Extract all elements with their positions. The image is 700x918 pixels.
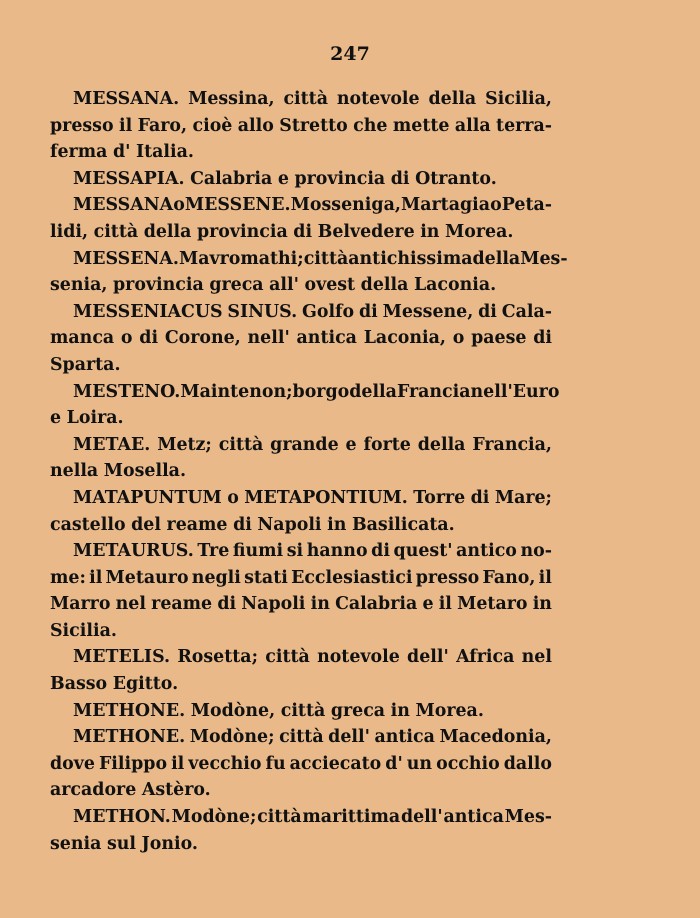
word: Macedonia,	[439, 727, 552, 748]
word: Messene,	[382, 301, 474, 322]
word: Messina,	[188, 89, 275, 109]
word: di	[293, 221, 313, 242]
word: Napoli	[257, 514, 322, 535]
word: fiumi	[232, 541, 284, 562]
text-line	[50, 565, 552, 592]
word: nella	[50, 461, 99, 482]
word: quest'	[393, 541, 453, 562]
word: mette	[392, 115, 450, 136]
word: alla	[454, 115, 491, 136]
text-line	[50, 804, 552, 831]
word: in	[310, 594, 330, 615]
word: greca	[330, 700, 386, 721]
word: Mosseniga,	[290, 195, 401, 216]
word: Loira.	[66, 408, 124, 429]
word: MESSENA.	[73, 248, 179, 269]
word: METAE.	[73, 434, 151, 455]
word: Marro	[50, 594, 111, 615]
word: manca	[50, 328, 115, 349]
word: Modòne;	[189, 727, 275, 748]
word: Morea.	[415, 700, 484, 721]
text-line	[50, 352, 552, 379]
word: Ecclesiastici	[291, 567, 413, 588]
word: MESSANA.	[73, 89, 180, 109]
word: notevole	[317, 647, 400, 668]
word: METHONE.	[73, 700, 186, 721]
text-line	[50, 458, 552, 485]
word: e	[50, 408, 62, 429]
text-line	[50, 512, 552, 539]
word: o	[120, 328, 133, 349]
word: Basso	[50, 674, 108, 695]
word: Modòne;	[171, 807, 257, 828]
word: marittima	[302, 807, 401, 828]
text-line	[50, 139, 552, 166]
word: provincia	[113, 275, 204, 296]
word: Maintenon;	[180, 381, 293, 402]
word: notevole	[336, 89, 420, 109]
word: nell'	[470, 381, 513, 402]
word: antico	[456, 541, 517, 562]
word: Astèro.	[141, 780, 211, 801]
word: Jonio.	[141, 833, 198, 854]
word: Francia,	[472, 434, 552, 455]
page-number: 247	[330, 43, 370, 65]
word: ovest	[304, 275, 356, 296]
word: della	[349, 381, 397, 402]
word: o	[173, 195, 185, 216]
word: della	[472, 248, 521, 269]
word: o	[490, 195, 502, 216]
word: Tre	[197, 541, 230, 562]
word: città	[265, 647, 310, 668]
word: borgo	[292, 381, 350, 402]
text-line	[50, 485, 552, 512]
word: Metaro	[457, 594, 528, 615]
word: METAURUS.	[73, 541, 194, 562]
word: no-	[520, 541, 552, 562]
word: Mes-	[520, 248, 568, 269]
word: Fano,	[482, 567, 536, 588]
word: Metauro	[105, 567, 189, 588]
word: allo	[237, 115, 274, 136]
word: dallo	[503, 753, 552, 774]
word: Euro	[512, 381, 560, 402]
word: terra-	[496, 115, 552, 136]
word: antica	[443, 807, 504, 828]
text-line	[50, 379, 560, 406]
word: d'	[385, 753, 403, 774]
word: antica	[296, 328, 357, 349]
word: città	[280, 700, 326, 721]
word: il	[438, 594, 452, 615]
word: di	[478, 301, 497, 322]
word: Sicilia.	[50, 620, 117, 641]
word: Mavromathi;	[178, 248, 304, 269]
word: Calabria	[190, 168, 273, 189]
word: nel	[521, 647, 552, 668]
word: me:	[50, 567, 86, 588]
word: paese	[471, 328, 527, 349]
word: il	[171, 753, 185, 774]
word: nell'	[247, 328, 290, 349]
word: in	[390, 700, 410, 721]
text-line	[50, 618, 552, 645]
word: e	[345, 434, 357, 455]
word: di	[139, 328, 159, 349]
word: che	[353, 115, 388, 136]
word: forte	[363, 434, 411, 455]
word: Laconia,	[363, 328, 446, 349]
text-line	[50, 405, 552, 432]
word: reame	[151, 594, 213, 615]
word: Cala-	[501, 301, 552, 322]
word: METAPONTIUM.	[244, 487, 408, 508]
word: sul	[106, 833, 136, 854]
text-line	[50, 644, 552, 671]
word: in	[532, 594, 552, 615]
text-line	[50, 831, 552, 858]
word: Otranto.	[415, 168, 497, 189]
word: hanno	[306, 541, 368, 562]
word: Modòne,	[190, 700, 276, 721]
word: arcadore	[50, 780, 137, 801]
text-line	[50, 432, 552, 459]
word: Torre	[413, 487, 466, 508]
word: Egitto.	[112, 674, 179, 695]
word: e	[422, 594, 434, 615]
word: acciecato	[289, 753, 382, 774]
word: Morea.	[445, 221, 514, 242]
text-line	[50, 325, 552, 352]
word: MATAPUNTUM	[73, 487, 222, 508]
word: fu	[265, 753, 286, 774]
text-line	[50, 299, 552, 326]
text-line	[50, 246, 568, 273]
text-line	[50, 698, 552, 725]
word: all'	[269, 275, 299, 296]
word: ferma	[50, 142, 108, 163]
word: città	[257, 807, 302, 828]
word: di	[371, 541, 390, 562]
word: Metz;	[157, 434, 212, 455]
word: di	[533, 328, 552, 349]
word: il	[538, 567, 552, 588]
word: castello	[50, 514, 126, 535]
word: Belvedere	[317, 221, 415, 242]
word: dove	[50, 753, 95, 774]
word: MESSAPIA.	[73, 168, 185, 189]
word: grande	[270, 434, 339, 455]
text-line	[50, 777, 552, 804]
word: reame	[166, 514, 228, 535]
word: presso	[50, 115, 114, 136]
word: e	[277, 168, 289, 189]
word: si	[286, 541, 304, 562]
word: Italia.	[136, 142, 194, 163]
word: in	[420, 221, 440, 242]
word: Mes-	[504, 807, 552, 828]
word: Sicilia,	[485, 89, 552, 109]
text-line	[50, 166, 552, 193]
word: MESSENIACUS	[73, 301, 223, 322]
word: nel	[115, 594, 146, 615]
word: dell'	[328, 727, 370, 748]
word: SINUS.	[227, 301, 298, 322]
word: vecchio	[188, 753, 262, 774]
word: Peta-	[501, 195, 552, 216]
text-line	[50, 751, 552, 778]
word: del	[131, 514, 161, 535]
word: cioè	[192, 115, 233, 136]
text-line	[50, 86, 552, 113]
word: MESSENE.	[184, 195, 291, 216]
word: METHON.	[73, 807, 171, 828]
word: Golfo	[302, 301, 355, 322]
word: senia,	[50, 275, 108, 296]
word: Filippo	[98, 753, 168, 774]
word: provincia	[196, 221, 288, 242]
text-line	[50, 538, 552, 565]
word: Martagia	[400, 195, 491, 216]
word: Laconia.	[413, 275, 497, 296]
text-line	[50, 219, 552, 246]
word: Mosella.	[103, 461, 187, 482]
word: Corone,	[164, 328, 241, 349]
word: di	[217, 594, 237, 615]
word: un	[406, 753, 433, 774]
word: di	[358, 301, 378, 322]
word: di	[470, 487, 490, 508]
word: MESTENO.	[73, 381, 181, 402]
word: città	[93, 221, 139, 242]
word: della	[143, 221, 192, 242]
word: Stretto	[279, 115, 348, 136]
word: il	[89, 567, 103, 588]
word: il	[118, 115, 133, 136]
word: o	[227, 487, 239, 508]
word: greca	[209, 275, 264, 296]
word: città	[303, 248, 349, 269]
word: MESSANA	[73, 195, 174, 216]
word: occhio	[436, 753, 500, 774]
word: in	[327, 514, 347, 535]
word: dell'	[400, 807, 443, 828]
word: antica	[374, 727, 435, 748]
word: Mare;	[494, 487, 552, 508]
word: d'	[112, 142, 131, 163]
word: Rosetta;	[177, 647, 258, 668]
word: antichissima	[348, 248, 473, 269]
word: dell'	[407, 647, 449, 668]
word: METELIS.	[73, 647, 171, 668]
word: METHONE.	[73, 727, 186, 748]
word: città	[283, 89, 328, 109]
word: lidi,	[50, 221, 89, 242]
text-line	[50, 192, 552, 219]
word: della	[428, 89, 477, 109]
word: provincia	[294, 168, 386, 189]
word: Basilicata.	[351, 514, 455, 535]
word: Francia	[396, 381, 471, 402]
word: della	[417, 434, 466, 455]
word: di	[390, 168, 410, 189]
text-line	[50, 113, 552, 140]
dictionary-text	[50, 86, 568, 857]
word: o	[452, 328, 465, 349]
word: Napoli	[241, 594, 306, 615]
word: senia	[50, 833, 102, 854]
word: negli	[191, 567, 241, 588]
word: presso	[415, 567, 480, 588]
word: Africa	[456, 647, 515, 668]
word: della	[360, 275, 409, 296]
word: Sparta.	[50, 354, 121, 375]
text-line	[50, 272, 552, 299]
text-line	[50, 591, 552, 618]
word: stati	[244, 567, 288, 588]
text-line	[50, 724, 552, 751]
word: Calabria	[335, 594, 418, 615]
word: Faro,	[137, 115, 188, 136]
word: di	[233, 514, 252, 535]
text-line	[50, 671, 552, 698]
word: città	[279, 727, 324, 748]
word: città	[218, 434, 264, 455]
